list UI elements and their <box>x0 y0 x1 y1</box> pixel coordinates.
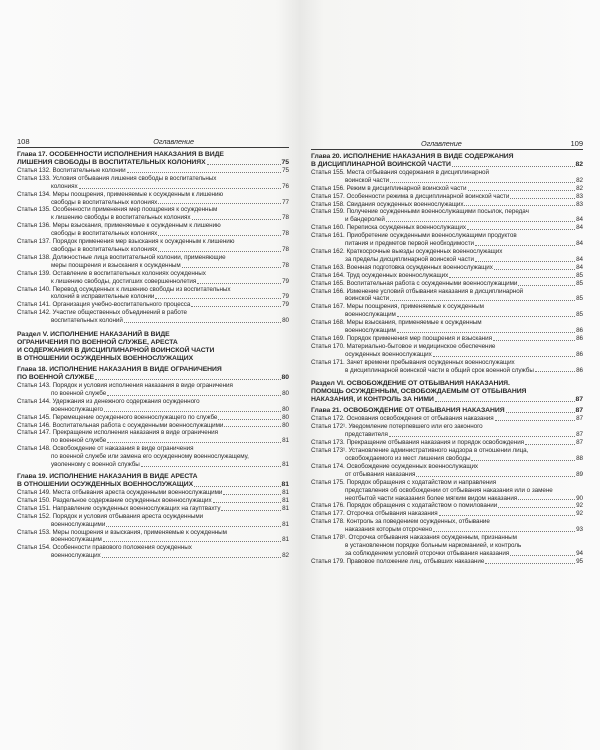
left-toc <box>17 151 289 560</box>
toc-article-entry <box>17 382 289 398</box>
toc-page-number: 86 <box>576 366 583 374</box>
toc-page-number: 84 <box>576 216 583 224</box>
toc-entry-text: военнослужащим <box>51 536 102 544</box>
toc-entry-text: по военной службе <box>51 437 107 445</box>
toc-article-entry <box>311 185 583 193</box>
right-page-header <box>311 140 583 150</box>
toc-page-number: 93 <box>576 526 583 534</box>
toc-page-number: 80 <box>282 317 289 325</box>
toc-article-entry <box>311 193 583 201</box>
toc-article-entry <box>311 208 583 224</box>
toc-page-number: 81 <box>282 489 289 496</box>
toc-page-number: 81 <box>282 437 289 445</box>
dot-leader <box>449 277 575 278</box>
toc-article-entry <box>17 222 289 238</box>
toc-entry-text: Статья 177. Отсрочка отбывания наказания <box>311 510 438 518</box>
left-page-header <box>17 138 289 148</box>
toc-entry-text: Статья 164. Труд осужденных военнослужащих <box>311 271 449 279</box>
toc-entry-text: Статья 144. Удержания из денежного содержания осужденного <box>17 397 200 405</box>
toc-article-entry <box>311 264 583 272</box>
toc-section-heading <box>311 380 583 404</box>
right-page <box>311 140 583 566</box>
toc-entry-text: Статья 137. Порядок применения мер взыскания к осужденным к лишению <box>17 238 235 246</box>
toc-entry-text: Статья 174. Освобождение осужденных военнослужащих <box>311 462 479 470</box>
toc-entry-text: Статья 162. Краткосрочные выезды осужденных военнослужащих <box>311 247 503 255</box>
toc-article-entry <box>311 534 583 558</box>
toc-entry-text: Глава 21. ОСВОБОЖДЕНИЕ ОТ ОТБЫВАНИЯ НАКАЗАНИЯ <box>311 407 505 415</box>
toc-entry-text: Статья 169. Порядок применения мер поощрения и взыскания <box>311 334 492 342</box>
dot-leader <box>390 300 575 301</box>
toc-entry-text: Статья 134. Меры поощрения, применяемые к осужденным к лишению <box>17 190 224 198</box>
toc-page-number: 80 <box>282 389 289 397</box>
toc-article-entry <box>17 513 289 529</box>
toc-entry-text: Статья 133. Условия отбывания лишения свободы в воспитательных <box>17 174 217 182</box>
dot-leader <box>439 515 575 516</box>
toc-page-number: 94 <box>576 549 583 557</box>
toc-entry-text: по военной службе или замена его осужденному военнослужащему, <box>51 453 249 461</box>
running-title: Оглавление <box>153 137 194 146</box>
toc-page-number: 82 <box>576 184 583 192</box>
dot-leader <box>518 285 575 286</box>
page-number: 109 <box>570 139 583 148</box>
toc-article-entry <box>17 238 289 254</box>
toc-entry-text: НАКАЗАНИЯ, И КОНТРОЛЬ ЗА НИМИ <box>311 396 434 404</box>
toc-entry-text: Статья 171. Зачет времени пребывания осужденных военнослужащих <box>311 358 515 366</box>
toc-article-entry <box>17 398 289 414</box>
dot-leader <box>471 460 575 461</box>
toc-entry-text: от отбывания наказания <box>345 470 416 478</box>
toc-article-entry <box>311 232 583 248</box>
toc-article-entry <box>17 286 289 302</box>
toc-entry-text: Статья 151. Направление осужденных военнослужащих на гауптвахту <box>17 504 221 512</box>
toc-article-entry <box>17 414 289 422</box>
dot-leader <box>389 436 575 437</box>
toc-article-entry <box>311 518 583 534</box>
toc-page-number: 87 <box>576 431 583 439</box>
toc-entry-text: Статья 145. Перемещение осужденного военнослужащего по службе <box>17 413 218 421</box>
toc-article-entry <box>17 309 289 325</box>
toc-entry-text: военнослужащим <box>345 311 396 319</box>
dot-leader <box>102 557 281 558</box>
toc-entry-text: неотбытой части наказания более мягким видом наказания <box>345 494 518 502</box>
toc-entry-text: к лишению свободы в воспитательных колониях <box>51 214 191 222</box>
toc-entry-text: Статья 176. Порядок обращения с ходатайством о помиловании <box>311 502 498 510</box>
toc-entry-text: свободы в воспитательных колониях <box>51 230 158 238</box>
toc-entry-text: Глава 20. ИСПОЛНЕНИЕ НАКАЗАНИЯ В ВИДЕ СОДЕРЖАНИЯ <box>311 152 514 160</box>
toc-page-number: 76 <box>282 182 289 190</box>
toc-entry-text: за соблюдением условий отсрочки отбывания наказания <box>345 549 510 557</box>
toc-page-number: 79 <box>282 277 289 285</box>
toc-page-number: 87 <box>575 396 583 404</box>
toc-article-entry <box>311 280 583 288</box>
toc-entry-text: Статья 152. Порядок и условия отбывания ареста осужденными <box>17 512 204 520</box>
dot-leader <box>518 499 575 500</box>
dot-leader <box>494 269 575 270</box>
toc-entry-text: И СОДЕРЖАНИЯ В ДИСЦИПЛИНАРНОЙ ВОИНСКОЙ ЧАСТИ <box>17 347 215 355</box>
dot-leader <box>510 555 575 556</box>
dot-leader <box>475 261 575 262</box>
toc-article-entry <box>17 529 289 545</box>
toc-entry-text: в дисциплинарной воинской части в общий срок военной службы <box>345 366 534 374</box>
toc-chapter-entry <box>17 473 289 489</box>
dot-leader <box>221 510 281 511</box>
toc-entry-text: Глава 19. ИСПОЛНЕНИЕ НАКАЗАНИЯ В ВИДЕ АРЕСТА <box>17 473 198 480</box>
toc-entry-text: Статья 138. Должностные лица воспитательной колонии, применяющие <box>17 253 226 261</box>
toc-entry-text: Статья 146. Воспитательная работа с осужденными военнослужащими <box>17 421 224 429</box>
toc-page-number: 80 <box>281 374 289 382</box>
toc-page-number: 82 <box>282 552 289 560</box>
toc-entry-text: Статья 175. Порядок обращения с ходатайством и направления <box>311 478 497 486</box>
dot-leader <box>192 219 282 220</box>
toc-entry-text: воспитательных колоний <box>51 317 123 325</box>
toc-page-number: 92 <box>576 502 583 510</box>
toc-entry-text: Статья 161. Приобретение осужденными военнослужащими продуктов <box>311 232 517 240</box>
toc-entry-text: Статья 135. Особенности применения мер поощрения к осужденным <box>17 206 218 214</box>
toc-entry-text: Статья 167. Меры поощрения, применяемые к осужденным <box>311 303 484 311</box>
dot-leader <box>498 507 575 508</box>
toc-page-number: 90 <box>576 494 583 502</box>
toc-entry-text: военнослужащим <box>345 327 396 335</box>
toc-page-number: 81 <box>282 461 289 469</box>
dot-leader <box>107 442 281 443</box>
toc-entry-text: Статья 179. Правовое положение лиц, отбывших наказание <box>311 557 485 565</box>
toc-page-number: 86 <box>576 334 583 342</box>
dot-leader <box>433 531 575 532</box>
toc-page-number: 95 <box>576 557 583 565</box>
dot-leader <box>397 332 575 333</box>
toc-page-number: 84 <box>576 255 583 263</box>
dot-leader <box>223 494 281 495</box>
toc-entry-text: Статья 159. Получение осужденными военнослужащими посылок, передач <box>311 208 529 216</box>
dot-leader <box>104 411 281 412</box>
toc-page-number: 81 <box>282 536 289 544</box>
toc-entry-text: Статья 153. Меры поощрения и взыскания, применяемые к осужденным <box>17 528 227 536</box>
toc-page-number: 88 <box>576 455 583 462</box>
toc-page-number: 87 <box>576 415 583 423</box>
dot-leader <box>106 526 281 527</box>
toc-entry-text: Статья 154. Особенности правового положения осужденных <box>17 544 192 552</box>
toc-page-number: 85 <box>576 295 583 303</box>
dot-leader <box>386 221 575 222</box>
toc-entry-text: В ОТНОШЕНИИ ОСУЖДЕННЫХ ВОЕННОСЛУЖАЩИХ <box>17 355 194 363</box>
toc-entry-text: Статья 156. Режим в дисциплинарной воинской части <box>311 184 467 192</box>
toc-entry-text: Статья 158. Свидания осужденных военнослужащих <box>311 200 464 208</box>
toc-article-entry <box>311 335 583 343</box>
toc-entry-text: уволенному с военной службы <box>51 461 140 469</box>
dot-leader <box>224 426 281 427</box>
toc-entry-text: Раздел VI. ОСВОБОЖДЕНИЕ ОТ ОТБЫВАНИЯ НАКАЗАНИЯ. <box>311 380 510 388</box>
toc-entry-text: Статья 178. Контроль за поведением осужденных, отбывание <box>311 518 490 526</box>
toc-article-entry <box>311 423 583 439</box>
dot-leader <box>506 412 575 413</box>
toc-entry-text: Статья 160. Переписка осужденных военнослужащих <box>311 224 466 232</box>
dot-leader <box>213 502 281 503</box>
toc-page-number: 78 <box>282 245 289 253</box>
toc-article-entry <box>17 489 289 497</box>
toc-entry-text: Статья 168. Меры взыскания, применяемые к осужденным <box>311 319 482 327</box>
dot-leader <box>182 267 281 268</box>
dot-leader <box>468 190 576 191</box>
toc-article-entry <box>17 270 289 286</box>
toc-article-entry <box>311 319 583 335</box>
toc-page-number: 84 <box>576 263 583 271</box>
toc-page-number: 79 <box>282 293 289 301</box>
toc-article-entry <box>311 558 583 566</box>
dot-leader <box>103 541 281 542</box>
toc-article-entry <box>17 497 289 505</box>
toc-article-entry <box>311 463 583 479</box>
dot-leader <box>510 198 575 199</box>
toc-entry-text: Статья 139. Оставление в воспитательных колониях осужденных <box>17 269 206 277</box>
toc-entry-text: освобождаемого из мест лишения свободы <box>345 455 471 462</box>
toc-entry-text: Глава 18. ИСПОЛНЕНИЕ НАКАЗАНИЯ В ВИДЕ ОГРАНИЧЕНИЯ <box>17 366 222 374</box>
toc-article-entry <box>17 422 289 430</box>
dot-leader <box>218 419 281 420</box>
toc-entry-text: колоний в исправительные колонии <box>51 293 155 301</box>
toc-article-entry <box>17 206 289 222</box>
toc-page-number: 75 <box>281 158 289 166</box>
dot-leader <box>95 379 281 380</box>
dot-leader <box>79 188 282 189</box>
toc-page-number: 75 <box>282 166 289 174</box>
dot-leader <box>525 444 575 445</box>
toc-page-number: 81 <box>282 496 289 504</box>
dot-leader <box>155 298 281 299</box>
toc-page-number: 80 <box>282 421 289 429</box>
left-page <box>17 138 289 560</box>
toc-article-entry <box>17 544 289 560</box>
toc-entry-text: Статья 163. Военная подготовка осужденных военнослужащих <box>311 263 493 271</box>
toc-entry-text: Статья 141. Организация учебно-воспитательного процесса <box>17 301 191 309</box>
toc-chapter-entry <box>17 366 289 382</box>
toc-entry-text: ПОМОЩЬ ОСУЖДЕННЫМ, ОСВОБОЖДАЕМЫМ ОТ ОТБЫВАНИЯ <box>311 388 527 396</box>
dot-leader <box>194 486 280 487</box>
toc-entry-text: Статья 178¹. Отсрочка отбывания наказания осужденным, признанным <box>311 534 517 542</box>
dot-leader <box>390 182 575 183</box>
dot-leader <box>397 316 575 317</box>
dot-leader <box>435 401 575 402</box>
toc-page-number: 82 <box>575 160 583 168</box>
dot-leader <box>127 172 282 173</box>
right-toc <box>311 153 583 566</box>
dot-leader <box>158 251 281 252</box>
toc-entry-text: В ДИСЦИПЛИНАРНОЙ ВОИНСКОЙ ЧАСТИ <box>311 160 451 168</box>
toc-entry-text: питания и предметов первой необходимости <box>345 240 474 248</box>
toc-page-number: 87 <box>576 439 583 447</box>
toc-entry-text: Статья 173¹. Установление административного надзора в отношении лица, <box>311 447 529 455</box>
toc-entry-text: Статья 149. Места отбывания ареста осужденными военнослужащими <box>17 489 223 496</box>
dot-leader <box>124 322 281 323</box>
toc-entry-text: Статья 157. Особенности режима в дисциплинарной воинской части <box>311 192 510 200</box>
toc-page-number: 77 <box>282 198 289 206</box>
toc-entry-text: осужденных военнослужащих <box>345 350 432 358</box>
toc-chapter-entry <box>311 153 583 169</box>
dot-leader <box>191 306 281 307</box>
dot-leader <box>495 420 576 421</box>
toc-page-number: 81 <box>281 481 289 488</box>
toc-entry-text: представителя <box>345 431 388 439</box>
toc-entry-text: Статья 132. Воспитательные колонии <box>17 166 126 174</box>
toc-entry-text: Глава 17. ОСОБЕННОСТИ ИСПОЛНЕНИЯ НАКАЗАНИЯ В ВИДЕ <box>17 150 224 158</box>
dot-leader <box>416 476 575 477</box>
toc-article-entry <box>311 359 583 375</box>
toc-entry-text: Статья 143. Порядок и условия исполнения наказания в виде ограничения <box>17 382 233 390</box>
dot-leader <box>158 203 281 204</box>
toc-section-heading <box>17 331 289 363</box>
toc-article-entry <box>311 415 583 423</box>
toc-article-entry <box>17 191 289 207</box>
toc-article-entry <box>311 343 583 359</box>
toc-entry-text: наказания которым отсрочено <box>345 526 433 534</box>
toc-article-entry <box>17 175 289 191</box>
toc-article-entry <box>311 169 583 185</box>
toc-article-entry <box>311 439 583 447</box>
toc-entry-text: Статья 150. Раздельное содержание осужденных военнослужащих <box>17 496 212 504</box>
toc-article-entry <box>17 167 289 175</box>
dot-leader <box>464 205 575 206</box>
toc-article-entry <box>311 272 583 280</box>
page-number: 108 <box>17 137 30 146</box>
toc-entry-text: Статья 147. Прекращение исполнения наказания в виде ограничения <box>17 429 219 437</box>
toc-entry-text: В ОТНОШЕНИИ ОСУЖДЕННЫХ ВОЕННОСЛУЖАЩИХ <box>17 481 194 488</box>
toc-page-number: 82 <box>576 176 583 184</box>
toc-entry-text: Статья 172. Основания освобождения от отбывания наказания <box>311 415 494 423</box>
toc-entry-text: Статья 148. Освобождение от наказания в виде ограничения <box>17 445 194 453</box>
toc-entry-text: Статья 166. Изменение условий отбывания наказания в дисциплинарной <box>311 287 524 295</box>
toc-entry-text: Статья 155. Места отбывания содержания в дисциплинарной <box>311 168 489 176</box>
dot-leader <box>107 395 281 396</box>
toc-entry-text: Статья 172¹. Уведомление потерпевшего или его законного <box>311 423 483 431</box>
toc-page-number: 78 <box>282 230 289 238</box>
dot-leader <box>452 166 575 167</box>
toc-article-entry <box>311 248 583 264</box>
toc-entry-text: Статья 173. Прекращение отбывания наказания и порядок освобождения <box>311 439 525 447</box>
dot-leader <box>433 356 575 357</box>
toc-article-entry <box>311 447 583 463</box>
toc-entry-text: военнослужащими <box>51 520 106 528</box>
toc-entry-text: ПО ВОЕННОЙ СЛУЖБЕ <box>17 374 94 382</box>
toc-page-number: 85 <box>576 271 583 279</box>
toc-entry-text: ОГРАНИЧЕНИЯ ПО ВОЕННОЙ СЛУЖБЕ, АРЕСТА <box>17 339 178 347</box>
toc-page-number: 78 <box>282 214 289 222</box>
toc-page-number: 78 <box>282 261 289 269</box>
toc-article-entry <box>17 254 289 270</box>
toc-entry-text: меры поощрения и взыскания к осужденным <box>51 261 181 269</box>
dot-leader <box>141 466 281 467</box>
toc-page-number: 86 <box>576 350 583 358</box>
toc-entry-text: и бандеролей <box>345 216 385 224</box>
toc-entry-text: ЛИШЕНИЯ СВОБОДЫ В ВОСПИТАТЕЛЬНЫХ КОЛОНИЯХ <box>17 158 206 166</box>
toc-entry-text: Статья 165. Воспитательная работа с осужденными военнослужащими <box>311 279 518 287</box>
toc-page-number: 85 <box>576 279 583 287</box>
toc-entry-text: за пределы дисциплинарной воинской части <box>345 255 474 263</box>
toc-entry-text: по военной службе <box>51 389 107 397</box>
dot-leader <box>535 371 575 372</box>
toc-page-number: 87 <box>575 407 583 415</box>
dot-leader <box>475 245 575 246</box>
toc-entry-text: Статья 140. Перевод осужденных к лишению свободы из воспитательных <box>17 285 231 293</box>
toc-entry-text: военнослужащего <box>51 405 104 413</box>
toc-entry-text: военнослужащих <box>51 552 101 560</box>
toc-entry-text: Статья 142. Участие общественных объединений в работе <box>17 309 187 317</box>
toc-entry-text: воинской части <box>345 295 390 303</box>
toc-page-number: 81 <box>282 520 289 528</box>
toc-page-number: 79 <box>282 301 289 309</box>
toc-page-number: 83 <box>576 192 583 200</box>
toc-article-entry <box>17 429 289 445</box>
toc-article-entry <box>311 201 583 209</box>
toc-page-number: 81 <box>282 504 289 512</box>
dot-leader <box>158 235 281 236</box>
toc-page-number: 80 <box>282 405 289 413</box>
dot-leader <box>467 229 575 230</box>
toc-article-entry <box>17 445 289 469</box>
dot-leader <box>197 283 281 284</box>
toc-entry-text: Раздел V. ИСПОЛНЕНИЕ НАКАЗАНИЙ В ВИДЕ <box>17 331 170 339</box>
toc-entry-text: свободы в воспитательных колониях <box>51 198 158 206</box>
toc-page-number: 84 <box>576 240 583 248</box>
toc-entry-text: Статья 170. Материально-бытовое и медицинское обеспечение <box>311 342 496 350</box>
toc-page-number: 85 <box>576 311 583 319</box>
toc-article-entry <box>17 505 289 513</box>
toc-page-number: 84 <box>576 224 583 232</box>
toc-page-number: 89 <box>576 470 583 478</box>
running-title: Оглавление <box>421 139 462 148</box>
toc-entry-text: воинской части <box>345 176 390 184</box>
toc-article-entry <box>311 303 583 319</box>
toc-page-number: 80 <box>282 413 289 421</box>
toc-entry-text: в установленном порядке больным наркоманией, и контроль <box>345 541 522 549</box>
toc-entry-text: свободы в воспитательных колониях <box>51 245 158 253</box>
toc-entry-text: представления об освобождении от отбывания наказания или о замене <box>345 486 553 494</box>
toc-entry-text: колониях <box>51 182 78 190</box>
toc-page-number: 92 <box>576 510 583 518</box>
dot-leader <box>485 563 575 564</box>
toc-entry-text: Статья 136. Меры взыскания, применяемые к осужденным к лишению <box>17 222 221 230</box>
toc-chapter-entry <box>17 151 289 167</box>
toc-article-entry <box>311 224 583 232</box>
toc-article-entry <box>311 479 583 503</box>
toc-entry-text: к лишению свободы, достигших совершеннолетия <box>51 277 197 285</box>
toc-page-number: 86 <box>576 327 583 335</box>
toc-page-number: 83 <box>576 200 583 208</box>
dot-leader <box>207 164 281 165</box>
toc-article-entry <box>311 288 583 304</box>
dot-leader <box>493 340 575 341</box>
